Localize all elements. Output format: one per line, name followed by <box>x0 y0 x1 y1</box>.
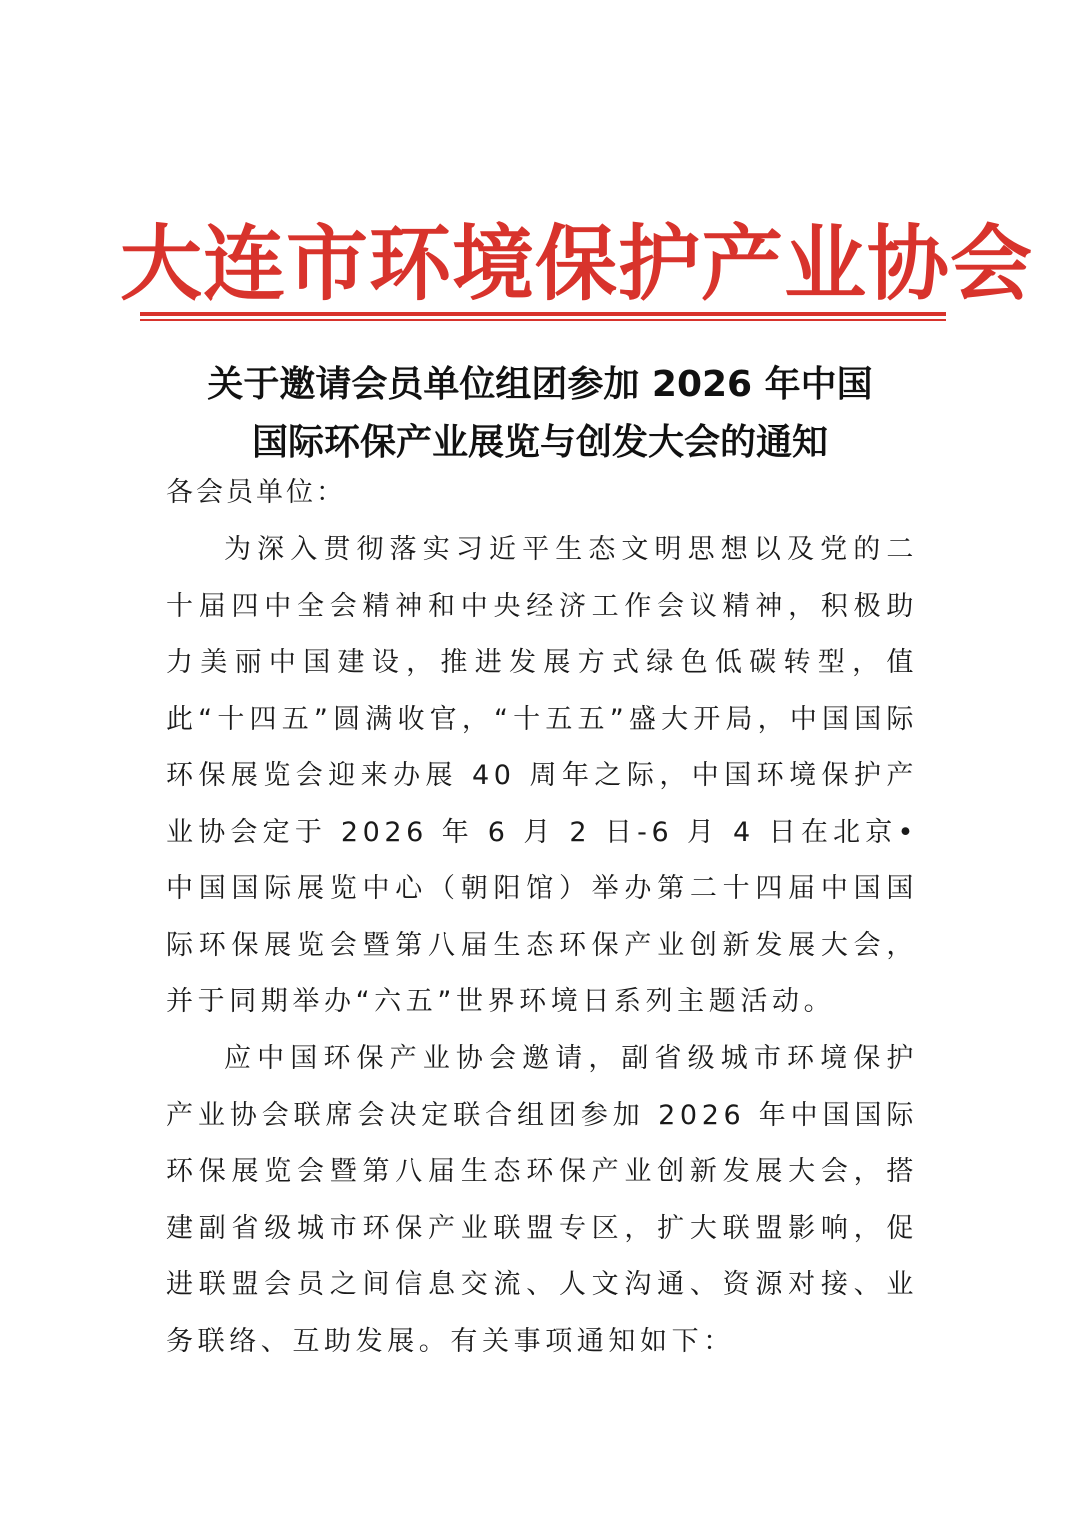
body-paragraph-1 <box>166 522 918 1031</box>
body-paragraph-2 <box>166 1031 918 1370</box>
notice-title <box>150 356 930 472</box>
notice-title-line-1: 关于邀请会员单位组团参加 2026 年中国 <box>207 364 873 405</box>
salutation: 各会员单位： <box>166 477 346 508</box>
body-paragraph-2-text: 应中国环保产业协会邀请，副省级城市环境保护产业协会联席会决定联合组团参加 2026 年中国国际环保展览会暨第八届生态环保产业创新发展大会，搭建副省级城市环保产业联盟专区，扩大联盟影响，促进联盟会员之间信息交流、人文沟通、资源对接、业务联络、互助发展。有关事项通知如下： <box>166 1043 918 1357</box>
notice-title-line-2: 国际环保产业展览与创发大会的通知 <box>251 422 828 463</box>
body-paragraph-1-text: 为深入贯彻落实习近平生态文明思想以及党的二十届四中全会精神和中央经济工作会议精神，积极助力美丽中国建设，推进发展方式绿色低碳转型，值此“十四五”圆满收官，“十五五”盛大开局，中国国际环保展览会迎来办展 40 周年之际，中国环境保护产业协会定于 2026 年 6 月 2 日-6 月 4 日在北京•中国国际展览中心（朝阳馆）举办第二十四届中国国际环保展览会暨第八届生态环保产业创新发展大会，并于同期举办“六五”世界环境日系列主题活动。 <box>166 534 918 1017</box>
organization-letterhead: 大连市环境保护产业协会 <box>120 216 1034 312</box>
letterhead-red-rule <box>140 312 946 321</box>
